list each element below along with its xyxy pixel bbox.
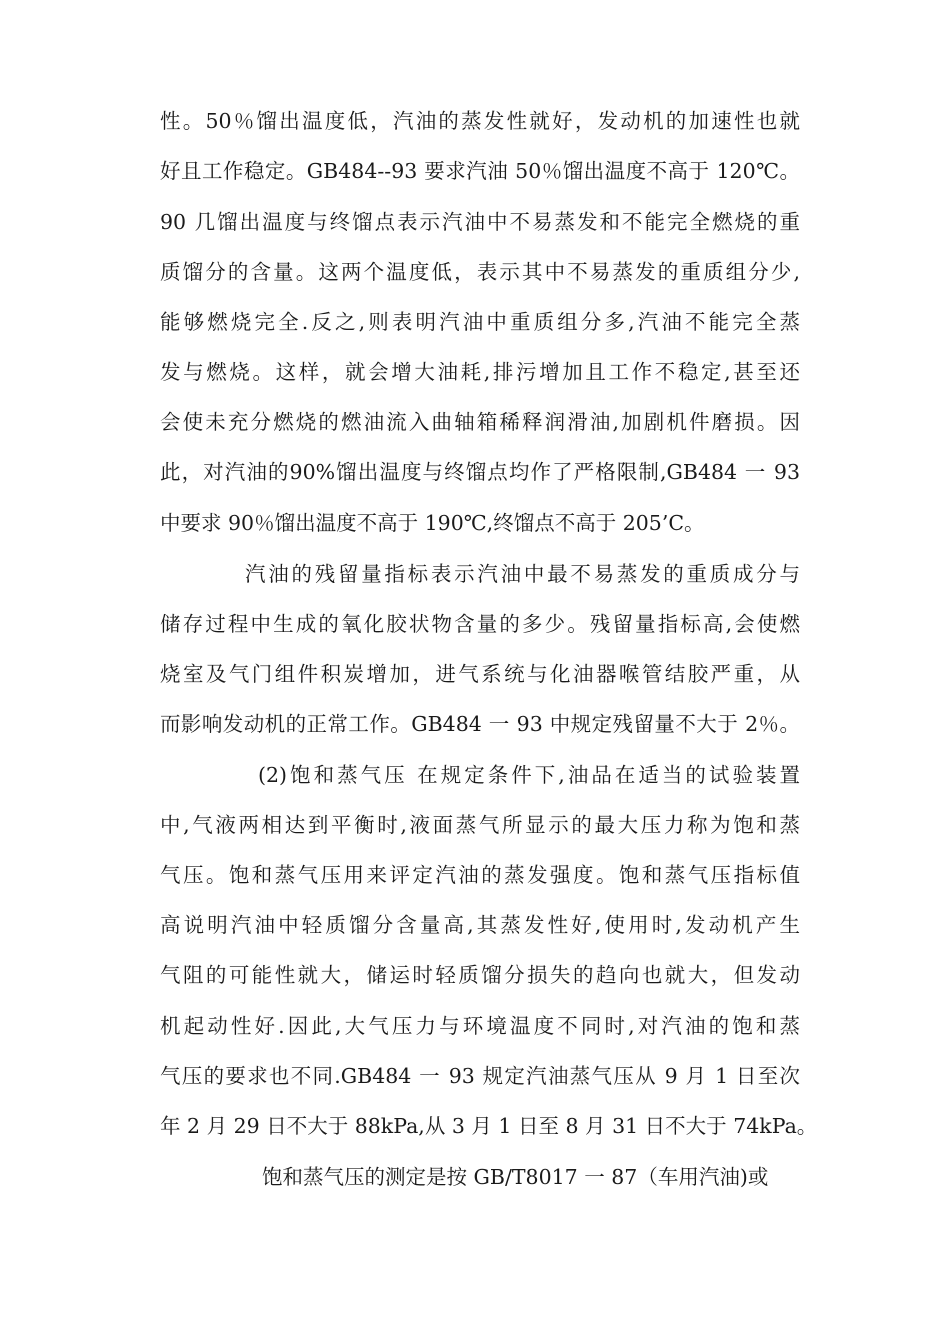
text-line: 气压。饱和蒸气压用来评定汽油的蒸发强度。饱和蒸气压指标值 (160, 863, 800, 887)
text-line: 中要求 90％馏出温度不高于 190℃,终馏点不高于 205’C。 (160, 511, 705, 535)
text-line: 而影响发动机的正常工作。GB484 一 93 中规定残留量不大于 2％。 (160, 712, 800, 736)
text-line: 性。50％馏出温度低，汽油的蒸发性就好，发动机的加速性也就 (160, 109, 800, 133)
text-line: 好且工作稳定。GB484--93 要求汽油 50％馏出温度不高于 120℃。 (160, 159, 800, 183)
text-line: 机起动性好.因此,大气压力与环境温度不同时,对汽油的饱和蒸 (160, 1014, 800, 1038)
text-line: 年 2 月 29 日不大于 88kPa,从 3 月 1 日至 8 月 31 日不大于 74kPa。 (160, 1114, 818, 1138)
text-line: 高说明汽油中轻质馏分含量高,其蒸发性好,使用时,发动机产生 (160, 913, 800, 937)
text-line: 中,气液两相达到平衡时,液面蒸气所显示的最大压力称为饱和蒸 (160, 813, 800, 837)
text-line: 气压的要求也不同.GB484 一 93 规定汽油蒸气压从 9 月 1 日至次 (160, 1064, 800, 1088)
text-line: 烧室及气门组件积炭增加，进气系统与化油器喉管结胶严重，从 (160, 662, 800, 686)
text-line: 90 几馏出温度与终馏点表示汽油中不易蒸发和不能完全燃烧的重 (160, 210, 800, 234)
text-line: 此，对汽油的90%馏出温度与终馏点均作了严格限制,GB484 一 93 (160, 460, 800, 484)
text-line: 能够燃烧完全.反之,则表明汽油中重质组分多,汽油不能完全蒸 (160, 310, 800, 334)
paragraph-first-line: 汽油的残留量指标表示汽油中最不易蒸发的重质成分与 (245, 562, 800, 586)
paragraph-first-line: (2)饱和蒸气压 在规定条件下,油品在适当的试验装置 (258, 763, 800, 787)
paragraph-first-line: 饱和蒸气压的测定是按 GB/T8017 一 87（车用汽油)或 (262, 1165, 769, 1189)
text-line: 质馏分的含量。这两个温度低，表示其中不易蒸发的重质组分少, (160, 260, 800, 284)
text-line: 气阻的可能性就大，储运时轻质馏分损失的趋向也就大，但发动 (160, 963, 800, 987)
text-line: 会使未充分燃烧的燃油流入曲轴箱稀释润滑油,加剧机件磨损。因 (160, 410, 800, 434)
text-line: 发与燃烧。这样，就会增大油耗,排污增加且工作不稳定,甚至还 (160, 360, 800, 384)
text-line: 储存过程中生成的氧化胶状物含量的多少。残留量指标高,会使燃 (160, 612, 800, 636)
